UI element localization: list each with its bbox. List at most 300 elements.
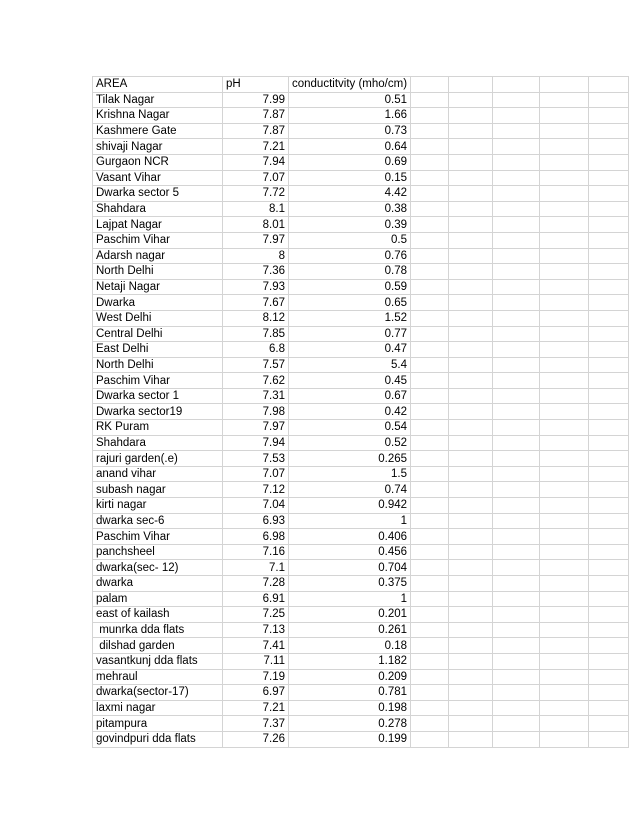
ph-cell[interactable]: 7.28 xyxy=(223,576,289,592)
empty-cell[interactable] xyxy=(540,513,589,529)
empty-cell[interactable] xyxy=(449,373,493,389)
empty-cell[interactable] xyxy=(493,498,540,514)
ph-cell[interactable]: 7.26 xyxy=(223,731,289,747)
empty-cell[interactable] xyxy=(411,342,449,358)
empty-cell[interactable] xyxy=(411,716,449,732)
empty-cell[interactable] xyxy=(589,139,629,155)
empty-cell[interactable] xyxy=(540,170,589,186)
area-cell[interactable]: dwarka(sector-17) xyxy=(93,685,223,701)
empty-cell[interactable] xyxy=(493,77,540,93)
empty-cell[interactable] xyxy=(540,108,589,124)
empty-cell[interactable] xyxy=(589,669,629,685)
area-cell[interactable]: pitampura xyxy=(93,716,223,732)
empty-cell[interactable] xyxy=(493,264,540,280)
empty-cell[interactable] xyxy=(493,622,540,638)
empty-cell[interactable] xyxy=(589,232,629,248)
empty-cell[interactable] xyxy=(589,264,629,280)
empty-cell[interactable] xyxy=(411,607,449,623)
empty-cell[interactable] xyxy=(411,77,449,93)
empty-cell[interactable] xyxy=(411,248,449,264)
empty-cell[interactable] xyxy=(449,591,493,607)
area-cell[interactable]: Tilak Nagar xyxy=(93,92,223,108)
conductivity-cell[interactable]: 0.18 xyxy=(289,638,411,654)
area-cell[interactable]: RK Puram xyxy=(93,420,223,436)
empty-cell[interactable] xyxy=(411,357,449,373)
conductivity-cell[interactable]: 0.406 xyxy=(289,529,411,545)
empty-cell[interactable] xyxy=(449,295,493,311)
conductivity-cell[interactable]: 0.64 xyxy=(289,139,411,155)
empty-cell[interactable] xyxy=(540,326,589,342)
empty-cell[interactable] xyxy=(493,154,540,170)
empty-cell[interactable] xyxy=(449,529,493,545)
ph-cell[interactable]: 7.1 xyxy=(223,560,289,576)
empty-cell[interactable] xyxy=(411,217,449,233)
area-cell[interactable]: govindpuri dda flats xyxy=(93,731,223,747)
conductivity-cell[interactable]: 0.15 xyxy=(289,170,411,186)
area-cell[interactable]: panchsheel xyxy=(93,544,223,560)
empty-cell[interactable] xyxy=(589,466,629,482)
empty-cell[interactable] xyxy=(411,529,449,545)
conductivity-cell[interactable]: 0.67 xyxy=(289,388,411,404)
empty-cell[interactable] xyxy=(449,607,493,623)
area-cell[interactable]: Paschim Vihar xyxy=(93,232,223,248)
empty-cell[interactable] xyxy=(540,622,589,638)
ph-cell[interactable]: 7.07 xyxy=(223,170,289,186)
conductivity-cell[interactable]: 1.5 xyxy=(289,466,411,482)
empty-cell[interactable] xyxy=(449,326,493,342)
empty-cell[interactable] xyxy=(411,482,449,498)
conductivity-cell[interactable]: 0.278 xyxy=(289,716,411,732)
area-cell[interactable]: Netaji Nagar xyxy=(93,279,223,295)
conductivity-cell[interactable]: 0.42 xyxy=(289,404,411,420)
ph-cell[interactable]: 7.04 xyxy=(223,498,289,514)
empty-cell[interactable] xyxy=(411,92,449,108)
conductivity-cell[interactable]: 0.942 xyxy=(289,498,411,514)
area-cell[interactable]: anand vihar xyxy=(93,466,223,482)
empty-cell[interactable] xyxy=(493,201,540,217)
ph-cell[interactable]: 7.36 xyxy=(223,264,289,280)
empty-cell[interactable] xyxy=(449,731,493,747)
conductivity-cell[interactable]: 5.4 xyxy=(289,357,411,373)
empty-cell[interactable] xyxy=(540,92,589,108)
empty-cell[interactable] xyxy=(589,123,629,139)
ph-cell[interactable]: 8.01 xyxy=(223,217,289,233)
empty-cell[interactable] xyxy=(589,498,629,514)
ph-cell[interactable]: 7.31 xyxy=(223,388,289,404)
empty-cell[interactable] xyxy=(449,404,493,420)
empty-cell[interactable] xyxy=(540,544,589,560)
empty-cell[interactable] xyxy=(589,108,629,124)
empty-cell[interactable] xyxy=(411,279,449,295)
conductivity-cell[interactable]: 0.265 xyxy=(289,451,411,467)
empty-cell[interactable] xyxy=(411,108,449,124)
empty-cell[interactable] xyxy=(493,529,540,545)
empty-cell[interactable] xyxy=(449,232,493,248)
conductivity-cell[interactable]: 0.261 xyxy=(289,622,411,638)
empty-cell[interactable] xyxy=(589,482,629,498)
empty-cell[interactable] xyxy=(493,716,540,732)
empty-cell[interactable] xyxy=(540,653,589,669)
empty-cell[interactable] xyxy=(589,295,629,311)
conductivity-cell[interactable]: 4.42 xyxy=(289,186,411,202)
empty-cell[interactable] xyxy=(449,123,493,139)
conductivity-cell[interactable]: 0.375 xyxy=(289,576,411,592)
empty-cell[interactable] xyxy=(540,466,589,482)
empty-cell[interactable] xyxy=(540,560,589,576)
empty-cell[interactable] xyxy=(411,201,449,217)
empty-cell[interactable] xyxy=(493,123,540,139)
empty-cell[interactable] xyxy=(411,139,449,155)
empty-cell[interactable] xyxy=(540,201,589,217)
empty-cell[interactable] xyxy=(540,420,589,436)
empty-cell[interactable] xyxy=(540,451,589,467)
empty-cell[interactable] xyxy=(493,170,540,186)
empty-cell[interactable] xyxy=(589,373,629,389)
area-cell[interactable]: dwarka(sec- 12) xyxy=(93,560,223,576)
conductivity-cell[interactable]: 0.54 xyxy=(289,420,411,436)
empty-cell[interactable] xyxy=(540,217,589,233)
empty-cell[interactable] xyxy=(589,357,629,373)
empty-cell[interactable] xyxy=(493,217,540,233)
empty-cell[interactable] xyxy=(411,388,449,404)
empty-cell[interactable] xyxy=(589,170,629,186)
empty-cell[interactable] xyxy=(449,653,493,669)
empty-cell[interactable] xyxy=(411,638,449,654)
ph-cell[interactable]: 6.8 xyxy=(223,342,289,358)
ph-cell[interactable]: 7.37 xyxy=(223,716,289,732)
empty-cell[interactable] xyxy=(449,357,493,373)
empty-cell[interactable] xyxy=(493,638,540,654)
empty-cell[interactable] xyxy=(449,264,493,280)
empty-cell[interactable] xyxy=(540,638,589,654)
conductivity-cell[interactable]: 0.704 xyxy=(289,560,411,576)
ph-cell[interactable]: 6.93 xyxy=(223,513,289,529)
empty-cell[interactable] xyxy=(449,342,493,358)
empty-cell[interactable] xyxy=(493,591,540,607)
empty-cell[interactable] xyxy=(493,92,540,108)
empty-cell[interactable] xyxy=(540,186,589,202)
empty-cell[interactable] xyxy=(589,591,629,607)
empty-cell[interactable] xyxy=(493,139,540,155)
empty-cell[interactable] xyxy=(411,186,449,202)
area-cell[interactable]: Dwarka sector19 xyxy=(93,404,223,420)
empty-cell[interactable] xyxy=(589,638,629,654)
ph-cell[interactable]: 7.94 xyxy=(223,154,289,170)
empty-cell[interactable] xyxy=(493,685,540,701)
empty-cell[interactable] xyxy=(589,529,629,545)
empty-cell[interactable] xyxy=(449,622,493,638)
empty-cell[interactable] xyxy=(411,404,449,420)
conductivity-cell[interactable]: 1 xyxy=(289,591,411,607)
empty-cell[interactable] xyxy=(540,731,589,747)
ph-cell[interactable]: 7.94 xyxy=(223,435,289,451)
empty-cell[interactable] xyxy=(589,342,629,358)
empty-cell[interactable] xyxy=(411,576,449,592)
ph-cell[interactable]: 7.62 xyxy=(223,373,289,389)
empty-cell[interactable] xyxy=(589,92,629,108)
empty-cell[interactable] xyxy=(540,232,589,248)
empty-cell[interactable] xyxy=(540,342,589,358)
empty-cell[interactable] xyxy=(411,560,449,576)
empty-cell[interactable] xyxy=(589,653,629,669)
empty-cell[interactable] xyxy=(540,669,589,685)
conductivity-cell[interactable]: 0.199 xyxy=(289,731,411,747)
empty-cell[interactable] xyxy=(493,357,540,373)
empty-cell[interactable] xyxy=(540,700,589,716)
empty-cell[interactable] xyxy=(493,326,540,342)
empty-cell[interactable] xyxy=(493,404,540,420)
empty-cell[interactable] xyxy=(449,186,493,202)
area-cell[interactable]: North Delhi xyxy=(93,357,223,373)
conductivity-cell[interactable]: 0.52 xyxy=(289,435,411,451)
conductivity-cell[interactable]: 0.5 xyxy=(289,232,411,248)
area-cell[interactable]: Shahdara xyxy=(93,435,223,451)
empty-cell[interactable] xyxy=(540,264,589,280)
empty-cell[interactable] xyxy=(411,591,449,607)
conductivity-cell[interactable]: 0.65 xyxy=(289,295,411,311)
empty-cell[interactable] xyxy=(449,544,493,560)
empty-cell[interactable] xyxy=(493,186,540,202)
ph-cell[interactable]: 7.11 xyxy=(223,653,289,669)
empty-cell[interactable] xyxy=(540,357,589,373)
empty-cell[interactable] xyxy=(411,466,449,482)
header-cell-area[interactable]: AREA xyxy=(93,77,223,93)
empty-cell[interactable] xyxy=(589,404,629,420)
empty-cell[interactable] xyxy=(449,435,493,451)
empty-cell[interactable] xyxy=(449,388,493,404)
area-cell[interactable]: shivaji Nagar xyxy=(93,139,223,155)
empty-cell[interactable] xyxy=(493,482,540,498)
empty-cell[interactable] xyxy=(493,560,540,576)
area-cell[interactable]: Paschim Vihar xyxy=(93,529,223,545)
area-cell[interactable]: rajuri garden(.e) xyxy=(93,451,223,467)
ph-cell[interactable]: 8 xyxy=(223,248,289,264)
ph-cell[interactable]: 7.21 xyxy=(223,700,289,716)
empty-cell[interactable] xyxy=(589,201,629,217)
empty-cell[interactable] xyxy=(411,653,449,669)
empty-cell[interactable] xyxy=(493,731,540,747)
empty-cell[interactable] xyxy=(493,295,540,311)
empty-cell[interactable] xyxy=(540,716,589,732)
empty-cell[interactable] xyxy=(540,154,589,170)
area-cell[interactable]: laxmi nagar xyxy=(93,700,223,716)
empty-cell[interactable] xyxy=(411,498,449,514)
empty-cell[interactable] xyxy=(449,201,493,217)
area-cell[interactable]: palam xyxy=(93,591,223,607)
ph-cell[interactable]: 7.16 xyxy=(223,544,289,560)
empty-cell[interactable] xyxy=(449,420,493,436)
empty-cell[interactable] xyxy=(493,544,540,560)
empty-cell[interactable] xyxy=(449,685,493,701)
empty-cell[interactable] xyxy=(540,295,589,311)
conductivity-cell[interactable]: 0.74 xyxy=(289,482,411,498)
area-cell[interactable]: subash nagar xyxy=(93,482,223,498)
empty-cell[interactable] xyxy=(540,310,589,326)
ph-cell[interactable]: 7.97 xyxy=(223,420,289,436)
empty-cell[interactable] xyxy=(411,170,449,186)
empty-cell[interactable] xyxy=(411,295,449,311)
empty-cell[interactable] xyxy=(589,731,629,747)
empty-cell[interactable] xyxy=(493,700,540,716)
conductivity-cell[interactable]: 0.77 xyxy=(289,326,411,342)
empty-cell[interactable] xyxy=(540,607,589,623)
empty-cell[interactable] xyxy=(493,420,540,436)
empty-cell[interactable] xyxy=(449,310,493,326)
empty-cell[interactable] xyxy=(411,544,449,560)
ph-cell[interactable]: 7.87 xyxy=(223,108,289,124)
ph-cell[interactable]: 7.72 xyxy=(223,186,289,202)
empty-cell[interactable] xyxy=(493,279,540,295)
conductivity-cell[interactable]: 0.51 xyxy=(289,92,411,108)
area-cell[interactable]: kirti nagar xyxy=(93,498,223,514)
ph-cell[interactable]: 6.97 xyxy=(223,685,289,701)
empty-cell[interactable] xyxy=(449,217,493,233)
empty-cell[interactable] xyxy=(540,77,589,93)
empty-cell[interactable] xyxy=(493,342,540,358)
empty-cell[interactable] xyxy=(411,669,449,685)
area-cell[interactable]: dilshad garden xyxy=(93,638,223,654)
area-cell[interactable]: Dwarka sector 1 xyxy=(93,388,223,404)
empty-cell[interactable] xyxy=(540,482,589,498)
empty-cell[interactable] xyxy=(449,92,493,108)
ph-cell[interactable]: 7.13 xyxy=(223,622,289,638)
conductivity-cell[interactable]: 0.73 xyxy=(289,123,411,139)
empty-cell[interactable] xyxy=(589,685,629,701)
empty-cell[interactable] xyxy=(540,404,589,420)
area-cell[interactable]: Vasant Vihar xyxy=(93,170,223,186)
empty-cell[interactable] xyxy=(589,310,629,326)
empty-cell[interactable] xyxy=(449,248,493,264)
empty-cell[interactable] xyxy=(589,186,629,202)
empty-cell[interactable] xyxy=(589,77,629,93)
conductivity-cell[interactable]: 0.39 xyxy=(289,217,411,233)
empty-cell[interactable] xyxy=(589,560,629,576)
empty-cell[interactable] xyxy=(449,154,493,170)
area-cell[interactable]: munrka dda flats xyxy=(93,622,223,638)
empty-cell[interactable] xyxy=(493,607,540,623)
empty-cell[interactable] xyxy=(449,560,493,576)
ph-cell[interactable]: 7.41 xyxy=(223,638,289,654)
ph-cell[interactable]: 7.98 xyxy=(223,404,289,420)
ph-cell[interactable]: 8.1 xyxy=(223,201,289,217)
empty-cell[interactable] xyxy=(449,139,493,155)
area-cell[interactable]: Dwarka sector 5 xyxy=(93,186,223,202)
empty-cell[interactable] xyxy=(493,576,540,592)
ph-cell[interactable]: 7.85 xyxy=(223,326,289,342)
empty-cell[interactable] xyxy=(449,451,493,467)
conductivity-cell[interactable]: 0.781 xyxy=(289,685,411,701)
empty-cell[interactable] xyxy=(589,435,629,451)
empty-cell[interactable] xyxy=(589,388,629,404)
area-cell[interactable]: East Delhi xyxy=(93,342,223,358)
empty-cell[interactable] xyxy=(589,451,629,467)
area-cell[interactable]: dwarka sec-6 xyxy=(93,513,223,529)
empty-cell[interactable] xyxy=(540,685,589,701)
ph-cell[interactable]: 7.21 xyxy=(223,139,289,155)
ph-cell[interactable]: 7.87 xyxy=(223,123,289,139)
ph-cell[interactable]: 6.91 xyxy=(223,591,289,607)
empty-cell[interactable] xyxy=(589,513,629,529)
empty-cell[interactable] xyxy=(493,232,540,248)
empty-cell[interactable] xyxy=(411,326,449,342)
ph-cell[interactable]: 7.57 xyxy=(223,357,289,373)
conductivity-cell[interactable]: 0.38 xyxy=(289,201,411,217)
conductivity-cell[interactable]: 0.209 xyxy=(289,669,411,685)
ph-cell[interactable]: 7.97 xyxy=(223,232,289,248)
empty-cell[interactable] xyxy=(449,77,493,93)
empty-cell[interactable] xyxy=(540,591,589,607)
empty-cell[interactable] xyxy=(493,310,540,326)
empty-cell[interactable] xyxy=(449,108,493,124)
area-cell[interactable]: Dwarka xyxy=(93,295,223,311)
area-cell[interactable]: vasantkunj dda flats xyxy=(93,653,223,669)
empty-cell[interactable] xyxy=(540,279,589,295)
conductivity-cell[interactable]: 1.66 xyxy=(289,108,411,124)
empty-cell[interactable] xyxy=(411,435,449,451)
empty-cell[interactable] xyxy=(589,217,629,233)
area-cell[interactable]: Shahdara xyxy=(93,201,223,217)
area-cell[interactable]: North Delhi xyxy=(93,264,223,280)
area-cell[interactable]: east of kailash xyxy=(93,607,223,623)
header-cell-conductivity[interactable]: conductitvity (mho/cm) xyxy=(289,77,411,93)
empty-cell[interactable] xyxy=(493,653,540,669)
empty-cell[interactable] xyxy=(493,373,540,389)
ph-cell[interactable]: 7.53 xyxy=(223,451,289,467)
empty-cell[interactable] xyxy=(493,248,540,264)
conductivity-cell[interactable]: 1.182 xyxy=(289,653,411,669)
empty-cell[interactable] xyxy=(589,700,629,716)
empty-cell[interactable] xyxy=(493,513,540,529)
area-cell[interactable]: Central Delhi xyxy=(93,326,223,342)
empty-cell[interactable] xyxy=(411,513,449,529)
empty-cell[interactable] xyxy=(493,466,540,482)
empty-cell[interactable] xyxy=(589,326,629,342)
ph-cell[interactable]: 7.12 xyxy=(223,482,289,498)
empty-cell[interactable] xyxy=(411,232,449,248)
empty-cell[interactable] xyxy=(540,529,589,545)
ph-cell[interactable]: 8.12 xyxy=(223,310,289,326)
empty-cell[interactable] xyxy=(411,310,449,326)
empty-cell[interactable] xyxy=(449,482,493,498)
empty-cell[interactable] xyxy=(540,435,589,451)
conductivity-cell[interactable]: 1 xyxy=(289,513,411,529)
empty-cell[interactable] xyxy=(540,498,589,514)
empty-cell[interactable] xyxy=(589,607,629,623)
empty-cell[interactable] xyxy=(449,716,493,732)
empty-cell[interactable] xyxy=(589,279,629,295)
empty-cell[interactable] xyxy=(493,388,540,404)
area-cell[interactable]: Gurgaon NCR xyxy=(93,154,223,170)
empty-cell[interactable] xyxy=(411,420,449,436)
empty-cell[interactable] xyxy=(411,700,449,716)
ph-cell[interactable]: 7.07 xyxy=(223,466,289,482)
empty-cell[interactable] xyxy=(540,576,589,592)
ph-cell[interactable]: 7.93 xyxy=(223,279,289,295)
empty-cell[interactable] xyxy=(540,139,589,155)
empty-cell[interactable] xyxy=(493,669,540,685)
empty-cell[interactable] xyxy=(449,669,493,685)
conductivity-cell[interactable]: 0.45 xyxy=(289,373,411,389)
conductivity-cell[interactable]: 0.198 xyxy=(289,700,411,716)
empty-cell[interactable] xyxy=(540,248,589,264)
empty-cell[interactable] xyxy=(411,622,449,638)
empty-cell[interactable] xyxy=(411,264,449,280)
empty-cell[interactable] xyxy=(540,373,589,389)
empty-cell[interactable] xyxy=(449,498,493,514)
empty-cell[interactable] xyxy=(493,108,540,124)
header-cell-ph[interactable]: pH xyxy=(223,77,289,93)
conductivity-cell[interactable]: 0.59 xyxy=(289,279,411,295)
